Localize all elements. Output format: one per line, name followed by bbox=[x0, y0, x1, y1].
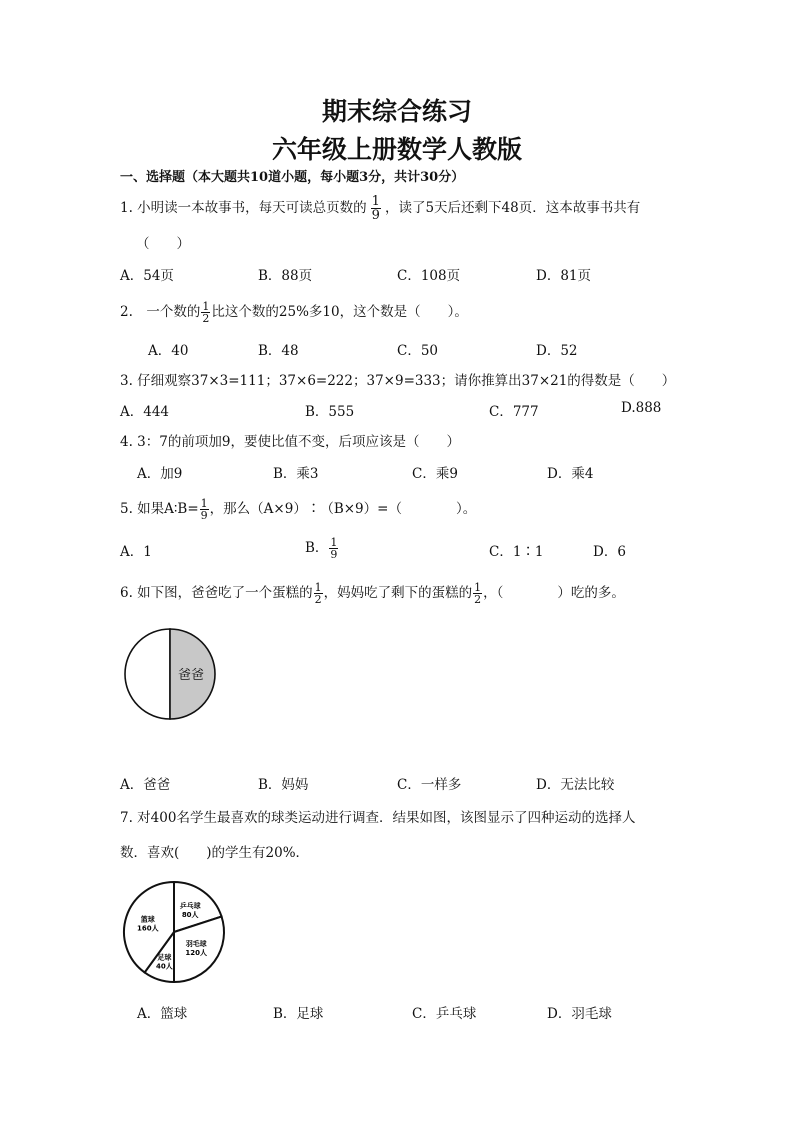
q4-option-c[interactable]: C．乘9 bbox=[412, 466, 458, 482]
page-title: 期末综合练习 bbox=[321, 97, 472, 126]
question-6 bbox=[120, 581, 625, 605]
q4-option-b[interactable]: B．乘3 bbox=[273, 466, 319, 482]
question-2 bbox=[120, 300, 468, 324]
q7-option-d[interactable]: D．羽毛球 bbox=[547, 1006, 612, 1022]
question-1-answer-blank: （ ） bbox=[136, 236, 190, 252]
q3-option-d[interactable]: D.888 bbox=[621, 400, 662, 416]
fraction-1-2: $\frac{1}{2}$ bbox=[202, 300, 210, 325]
sports-pie-chart bbox=[120, 878, 238, 988]
fraction-1-9-q5: $\frac{1}{9}$ bbox=[200, 497, 208, 522]
pie-label-name-pingpong: 乒乓球 bbox=[179, 901, 201, 910]
pie-label-count-pingpong: 80人 bbox=[181, 910, 199, 919]
question-1-stem-b: ，读了5天后还剩下48页．这本故事书共有 bbox=[384, 200, 641, 216]
fraction-1-2-a: $\frac{1}{2}$ bbox=[314, 581, 322, 606]
q5-option-d[interactable]: D．6 bbox=[593, 544, 626, 560]
question-2-stem-a: 2. 一个数的 bbox=[120, 304, 201, 320]
pie-label-count-badminton: 120人 bbox=[185, 949, 208, 958]
q3-option-b[interactable]: B．555 bbox=[305, 404, 355, 420]
q2-option-b[interactable]: B．48 bbox=[258, 343, 299, 359]
question-2-stem-b: 比这个数的25%多10，这个数是（ ）。 bbox=[211, 304, 468, 320]
question-5-stem-b: ，那么（A×9）∶（B×9）=（ ）。 bbox=[209, 501, 477, 517]
q6-option-d[interactable]: D．无法比较 bbox=[536, 777, 615, 793]
q6-option-c[interactable]: C．一样多 bbox=[397, 777, 462, 793]
question-6-stem-b: ，妈妈吃了剩下的蛋糕的 bbox=[323, 585, 473, 601]
question-6-stem-a: 6. 如下图，爸爸吃了一个蛋糕的 bbox=[120, 585, 313, 601]
q2-option-a[interactable]: A．40 bbox=[148, 343, 189, 359]
q3-option-a[interactable]: A．444 bbox=[120, 404, 170, 420]
question-7-cont: 数．喜欢( )的学生有20%． bbox=[120, 845, 310, 861]
fraction-1-2-b: $\frac{1}{2}$ bbox=[474, 581, 482, 606]
question-4: 4. 3：7的前项加9，要使比值不变，后项应该是（ ） bbox=[120, 434, 460, 450]
q1-option-a[interactable]: A．54页 bbox=[120, 268, 174, 284]
pie-label-name-football: 足球 bbox=[157, 953, 172, 962]
page-subtitle: 六年级上册数学人教版 bbox=[271, 135, 522, 164]
pie-label-count-basketball: 160人 bbox=[136, 924, 159, 933]
q1-option-b[interactable]: B．88页 bbox=[258, 268, 313, 284]
question-3: 3. 仔细观察37×3=111；37×6=222；37×9=333；请你推算出37×21的得数是（ ） bbox=[120, 373, 676, 389]
cake-label: 爸爸 bbox=[177, 668, 205, 683]
q6-option-b[interactable]: B．妈妈 bbox=[258, 777, 309, 793]
pie-label-name-basketball: 篮球 bbox=[140, 915, 155, 924]
q2-option-c[interactable]: C．50 bbox=[397, 343, 439, 359]
question-7: 7. 对400名学生最喜欢的球类运动进行调查．结果如图，该图显示了四种运动的选择人 bbox=[120, 810, 636, 826]
q1-option-d[interactable]: D．81页 bbox=[536, 268, 592, 284]
q5-option-c[interactable]: C．1∶1 bbox=[489, 544, 544, 560]
q3-option-c[interactable]: C．777 bbox=[489, 404, 539, 420]
q2-option-d[interactable]: D．52 bbox=[536, 343, 578, 359]
q7-option-c[interactable]: C．乒乓球 bbox=[412, 1006, 477, 1022]
question-1-stem-a: 1. 小明读一本故事书，每天可读总页数的 bbox=[120, 200, 367, 216]
pie-label-count-football: 40人 bbox=[156, 962, 173, 971]
q4-option-d[interactable]: D．乘4 bbox=[547, 466, 594, 482]
q4-option-a[interactable]: A．加9 bbox=[137, 466, 183, 482]
fraction-1-9: $\frac{1}{9}$ bbox=[371, 194, 380, 223]
q7-option-a[interactable]: A．篮球 bbox=[137, 1006, 188, 1022]
q5-option-a[interactable]: A．1 bbox=[120, 544, 152, 560]
cake-left-half bbox=[125, 629, 170, 719]
q1-option-c[interactable]: C．108页 bbox=[397, 268, 461, 284]
question-5 bbox=[120, 497, 476, 521]
section-heading: 一、选择题（本大题共10道小题，每小题3分，共计30分） bbox=[120, 170, 465, 185]
q6-option-a[interactable]: A．爸爸 bbox=[120, 777, 171, 793]
pie-label-name-badminton: 羽毛球 bbox=[185, 940, 207, 949]
fraction-option-b: $\frac{1}{9}$ bbox=[330, 536, 338, 561]
cake-circle-figure bbox=[120, 625, 220, 725]
question-1 bbox=[120, 195, 640, 222]
q5-option-b[interactable]: B． $\frac{1}{9}$ bbox=[305, 536, 338, 561]
question-5-stem-a: 5. 如果A∶B= bbox=[120, 501, 199, 517]
q7-option-b[interactable]: B．足球 bbox=[273, 1006, 324, 1022]
question-6-stem-c: ，（ ）吃的多。 bbox=[483, 585, 625, 601]
